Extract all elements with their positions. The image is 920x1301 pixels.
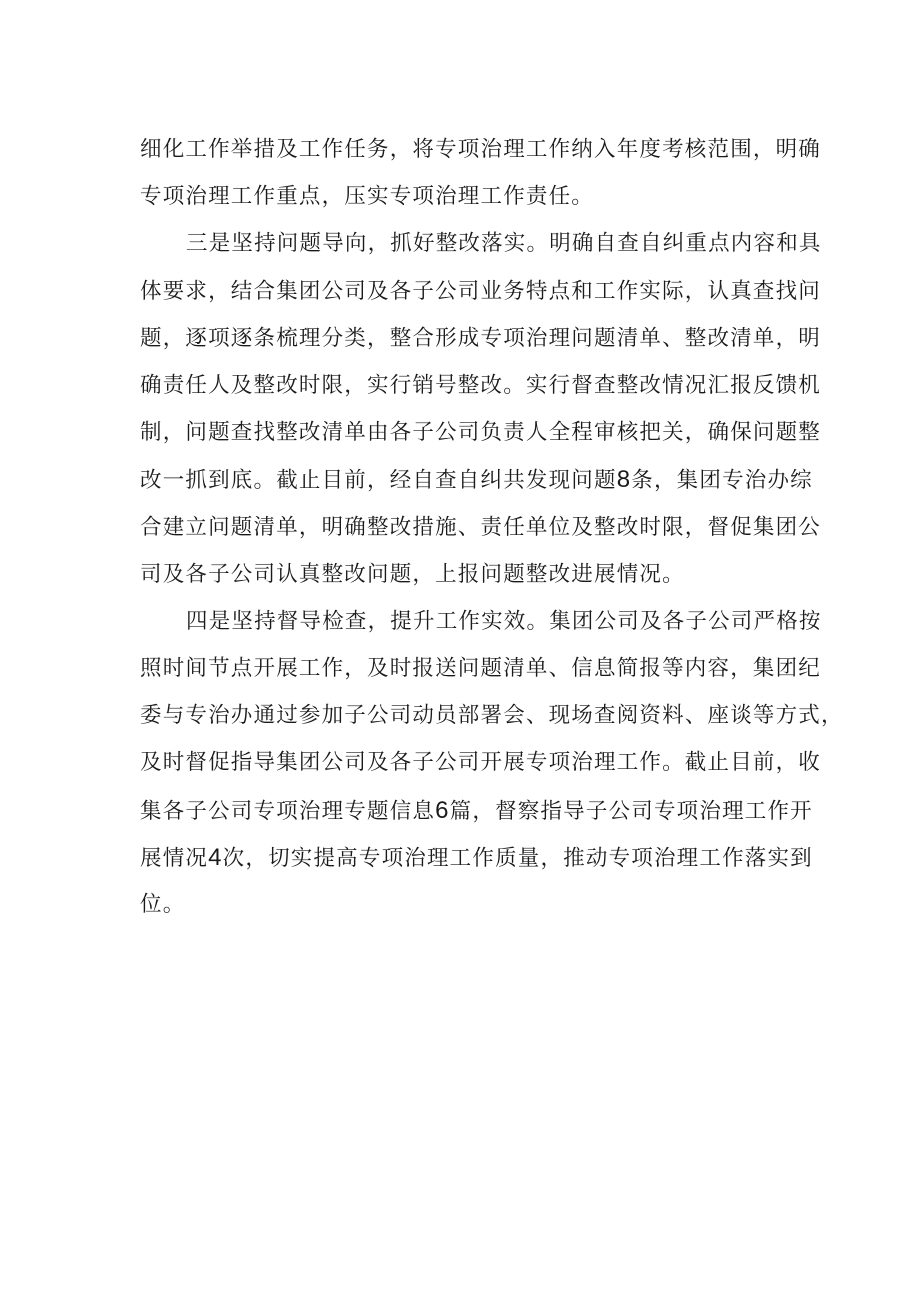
text-line: 位。 bbox=[140, 892, 186, 917]
text-line: 四是坚持督导检查，提升工作实效。集团公司及各子公司严格按 bbox=[186, 608, 822, 634]
text-line: 细化工作举措及工作任务，将专项治理工作纳入年度考核范围，明确 bbox=[140, 137, 822, 162]
document-body bbox=[140, 126, 844, 928]
text-line: 及时督促指导集团公司及各子公司开展专项治理工作。截止目前，收 bbox=[140, 750, 822, 776]
text-line: 题，逐项逐条梳理分类，整合形成专项治理问题清单、整改清单，明 bbox=[140, 325, 822, 351]
text-line: 司及各子公司认真整改问题，上报问题整改进展情况。 bbox=[140, 561, 685, 587]
text-line: 改一抓到底。截止目前，经自查自纠共发现问题8条，集团专治办综 bbox=[140, 466, 813, 494]
number-value: 4 bbox=[208, 843, 223, 871]
text-line: 合建立问题清单，明确整改措施、责任单位及整改时限，督促集团公 bbox=[140, 514, 822, 540]
number-value: 8 bbox=[616, 466, 632, 494]
text-line: 制，问题查找整改清单由各子公司负责人全程审核把关，确保问题整 bbox=[140, 420, 822, 446]
text-line: 委与专治办通过参加子公司动员部署会、现场查阅资料、座谈等方式， bbox=[140, 703, 844, 729]
text-line: 体要求，结合集团公司及各子公司业务特点和工作实际，认真查找问 bbox=[140, 278, 822, 304]
text-line: 照时间节点开展工作，及时报送问题清单、信息简报等内容，集团纪 bbox=[140, 656, 822, 682]
text-line: 专项治理工作重点，压实专项治理工作责任。 bbox=[140, 184, 595, 210]
text-line: 展情况4次，切实提高专项治理工作质量，推动专项治理工作落实到 bbox=[140, 843, 813, 871]
text-line: 确责任人及整改时限，实行销号整改。实行督查整改情况汇报反馈机 bbox=[140, 372, 822, 398]
number-value: 6 bbox=[435, 796, 450, 824]
text-line: 集各子公司专项治理专题信息6篇，督察指导子公司专项治理工作开 bbox=[140, 796, 813, 824]
text-line: 三是坚持问题导向，抓好整改落实。明确自查自纠重点内容和具 bbox=[186, 231, 822, 257]
